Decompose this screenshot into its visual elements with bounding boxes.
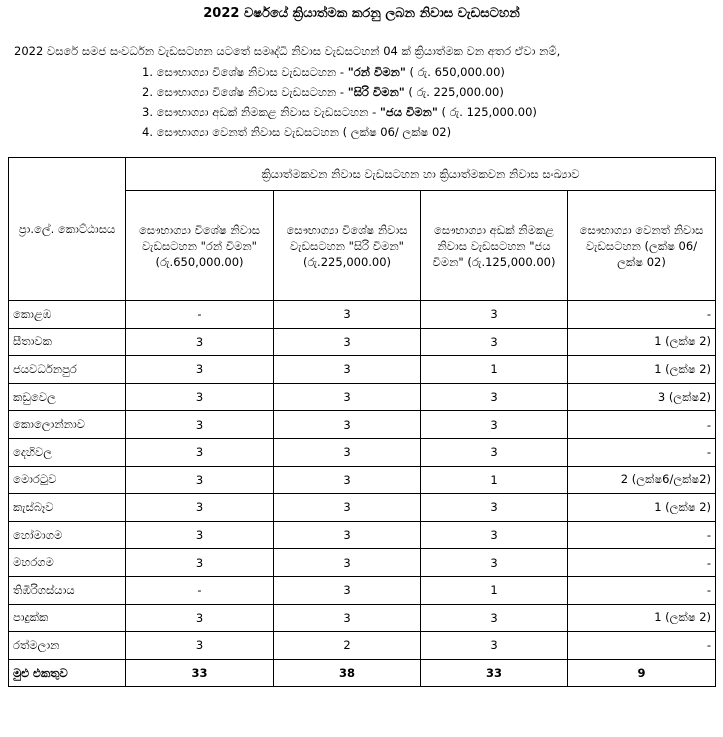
group-header: ක්‍රියාත්මකවන නිවාස වැඩසටහන හා ක්‍රියාත්මකවන නිවාස සංඛ්‍යාව <box>126 158 716 191</box>
col-header-siri-wimana: සෞභාග්‍යා විශේෂ නිවාස වැඩසටහන "සිරි විමන" (රු.225,000.00) <box>274 191 421 301</box>
table-row <box>9 301 716 329</box>
jaya-wimana-cell: 1 <box>421 356 568 384</box>
table-row <box>9 411 716 439</box>
jaya-wimana-cell: 3 <box>421 383 568 411</box>
total-row <box>9 659 716 687</box>
division-cell: කොළඹ <box>9 301 126 329</box>
other-program-cell: 2 (ලක්ෂ6/ලක්ෂ2) <box>568 466 716 494</box>
siri-wimana-cell: 3 <box>274 301 421 329</box>
siri-wimana-cell: 3 <box>274 604 421 632</box>
program-item <box>142 102 537 122</box>
siri-wimana-cell: 3 <box>274 576 421 604</box>
table-row <box>9 466 716 494</box>
total-other: 9 <box>568 659 716 687</box>
ran-wimana-cell: 3 <box>126 549 274 577</box>
division-cell: මහරගම <box>9 549 126 577</box>
program-prefix: 2. සෞභාග්‍යා විශේෂ නිවාස වැඩසටහන - <box>142 85 348 99</box>
col-header-ran-wimana: සෞභාග්‍යා විශේෂ නිවාස වැඩසටහන "රන් විමන" (රු.650,000.00) <box>126 191 274 301</box>
program-amount: ( රු. 650,000.00) <box>405 65 505 79</box>
table-row <box>9 383 716 411</box>
ran-wimana-cell: - <box>126 576 274 604</box>
siri-wimana-cell: 3 <box>274 356 421 384</box>
ran-wimana-cell: 3 <box>126 604 274 632</box>
siri-wimana-cell: 3 <box>274 521 421 549</box>
program-name: "සිරි විමන" <box>347 85 405 99</box>
jaya-wimana-cell: 3 <box>421 494 568 522</box>
other-program-cell: - <box>568 576 716 604</box>
siri-wimana-cell: 3 <box>274 549 421 577</box>
siri-wimana-cell: 2 <box>274 632 421 660</box>
jaya-wimana-cell: 1 <box>421 466 568 494</box>
table-row <box>9 604 716 632</box>
other-program-cell: 1 (ලක්ෂ 2) <box>568 356 716 384</box>
col-header-jaya-wimana: සෞභාග්‍යා අඩක් නිමකළ නිවාස වැඩසටහන "ජය විමන" (රු.125,000.00) <box>421 191 568 301</box>
page-title: 2022 වර්ෂයේ ක්‍රියාත්මක කරනු ලබන නිවාස වැඩසටහන් <box>203 6 520 21</box>
jaya-wimana-cell: 3 <box>421 521 568 549</box>
division-cell: කොලොන්නාව <box>9 411 126 439</box>
division-cell: සීතාවක <box>9 328 126 356</box>
siri-wimana-cell: 3 <box>274 411 421 439</box>
other-program-cell: - <box>568 521 716 549</box>
division-cell: කඩුවෙල <box>9 383 126 411</box>
program-list <box>142 62 537 142</box>
jaya-wimana-cell: 3 <box>421 328 568 356</box>
ran-wimana-cell: 3 <box>126 411 274 439</box>
ran-wimana-cell: 3 <box>126 466 274 494</box>
other-program-cell: - <box>568 632 716 660</box>
total-label: මුළු එකතුව <box>9 659 126 687</box>
table-row <box>9 632 716 660</box>
other-program-cell: 1 (ලක්ෂ 2) <box>568 494 716 522</box>
program-prefix: 1. සෞභාග්‍යා විශේෂ නිවාස වැඩසටහන - <box>142 65 348 79</box>
jaya-wimana-cell: 1 <box>421 576 568 604</box>
siri-wimana-cell: 3 <box>274 328 421 356</box>
total-jaya-wimana: 33 <box>421 659 568 687</box>
jaya-wimana-cell: 3 <box>421 411 568 439</box>
col-header-other: සෞභාග්‍යා වෙනත් නිවාස වැඩසටහන (ලක්ෂ 06/ ලක්ෂ 02) <box>568 191 716 301</box>
table-row <box>9 494 716 522</box>
siri-wimana-cell: 3 <box>274 466 421 494</box>
jaya-wimana-cell: 3 <box>421 438 568 466</box>
program-prefix: 4. සෞභාග්‍යා වෙනත් නිවාස වැඩසටහන ( ලක්ෂ 06/ ලක්ෂ 02) <box>142 125 452 139</box>
other-program-cell: - <box>568 301 716 329</box>
other-program-cell: 1 (ලක්ෂ 2) <box>568 604 716 632</box>
ran-wimana-cell: 3 <box>126 328 274 356</box>
ran-wimana-cell: 3 <box>126 632 274 660</box>
division-cell: ජයවර්ධනපුර <box>9 356 126 384</box>
division-cell: හෝමාගම <box>9 521 126 549</box>
division-cell: දෙහිවල <box>9 438 126 466</box>
program-amount: ( රු. 225,000.00) <box>404 85 504 99</box>
total-siri-wimana: 38 <box>274 659 421 687</box>
table-row <box>9 549 716 577</box>
division-header: ප්‍රා.ලේ. කොට්ඨාසය <box>9 158 126 301</box>
division-cell: රත්මලාන <box>9 632 126 660</box>
siri-wimana-cell: 3 <box>274 383 421 411</box>
ran-wimana-cell: 3 <box>126 494 274 522</box>
program-item <box>142 122 537 142</box>
division-cell: කැස්බෑව <box>9 494 126 522</box>
table-row <box>9 521 716 549</box>
table-row <box>9 576 716 604</box>
other-program-cell: - <box>568 411 716 439</box>
siri-wimana-cell: 3 <box>274 494 421 522</box>
jaya-wimana-cell: 3 <box>421 301 568 329</box>
table-row <box>9 328 716 356</box>
program-name: "රන් විමන" <box>347 65 406 79</box>
other-program-cell: - <box>568 549 716 577</box>
ran-wimana-cell: - <box>126 301 274 329</box>
siri-wimana-cell: 3 <box>274 438 421 466</box>
ran-wimana-cell: 3 <box>126 383 274 411</box>
division-cell: මොරටුව <box>9 466 126 494</box>
other-program-cell: - <box>568 438 716 466</box>
other-program-cell: 1 (ලක්ෂ 2) <box>568 328 716 356</box>
jaya-wimana-cell: 3 <box>421 632 568 660</box>
jaya-wimana-cell: 3 <box>421 604 568 632</box>
program-item <box>142 62 537 82</box>
total-ran-wimana: 33 <box>126 659 274 687</box>
intro-text: 2022 වසරේ සමජ සංවර්ධන වැඩසටහන යටතේ සමෘද්ධි නිවාස වැඩසටහන් 04 ක් ක්‍රියාත්මක වන අතර ඒවා නම්, <box>14 44 561 58</box>
program-item <box>142 82 537 102</box>
division-cell: තිඹිරිගස්යාය <box>9 576 126 604</box>
other-program-cell: 3 (ලක්ෂ2) <box>568 383 716 411</box>
jaya-wimana-cell: 3 <box>421 549 568 577</box>
program-prefix: 3. සෞභාග්‍යා අඩක් නිමකළ නිවාස වැඩසටහන - <box>142 105 380 119</box>
housing-table <box>8 157 716 687</box>
table-row <box>9 438 716 466</box>
division-cell: පාදුක්ක <box>9 604 126 632</box>
ran-wimana-cell: 3 <box>126 521 274 549</box>
ran-wimana-cell: 3 <box>126 438 274 466</box>
program-name: "ජය විමන" <box>379 105 438 119</box>
ran-wimana-cell: 3 <box>126 356 274 384</box>
program-amount: ( රු. 125,000.00) <box>437 105 537 119</box>
table-row <box>9 356 716 384</box>
